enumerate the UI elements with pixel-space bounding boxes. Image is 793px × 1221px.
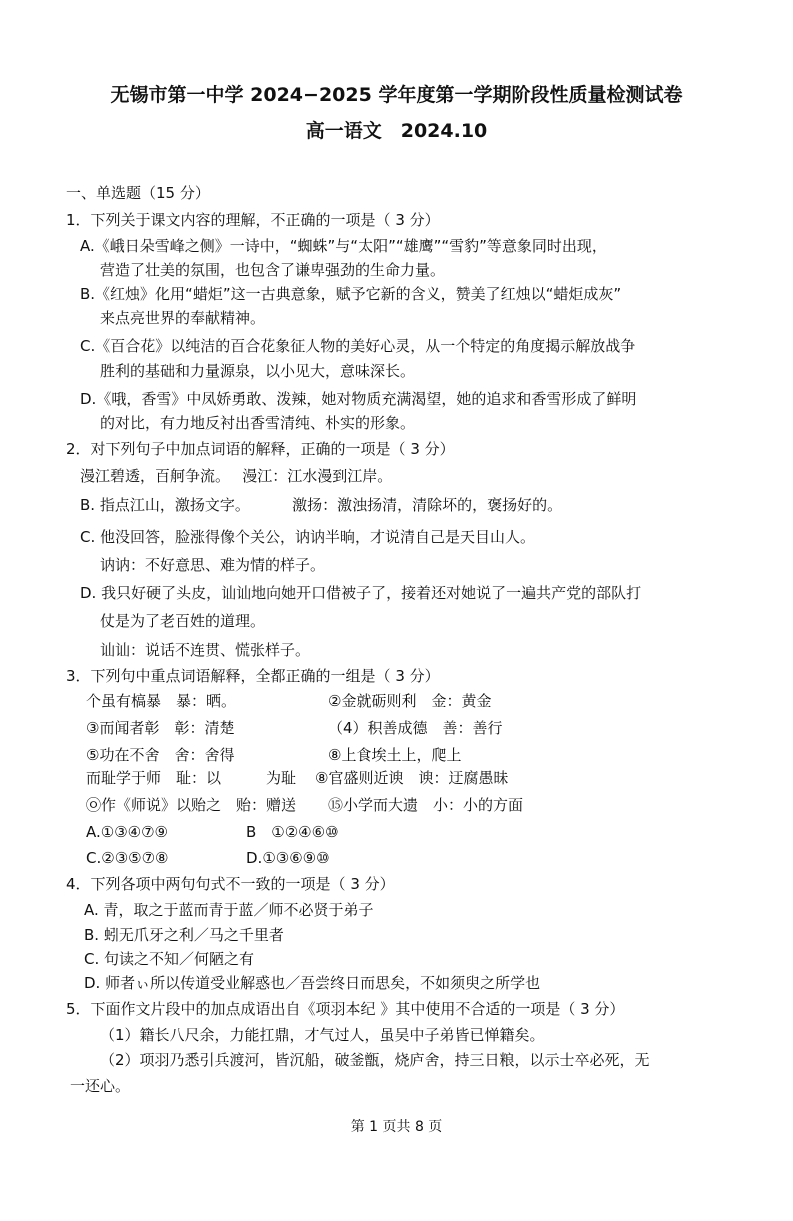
page-number: 第 1 页共 8 页 <box>350 1119 443 1135</box>
exam-title: 无锡市第一中学 2024−2025 学年度第一学期阶段性质量检测试卷 <box>110 84 683 106</box>
q1-option-d-line2: 的对比，有力地反衬出香雪清纯、朴实的形象。 <box>100 414 416 432</box>
q5-passage-2-line2: 一还心。 <box>70 1077 131 1095</box>
q1-option-c-line1: C.《百合花》以纯洁的百合花象征人物的美好心灵，从一个特定的角度揭示解放战争 <box>80 337 636 355</box>
q4-option-d: D. 师者ぃ所以传道受业解惑也／吾尝终日而思矣，不如须臾之所学也 <box>84 974 541 992</box>
q3-item-9: ㉧作《师说》以贻之 贻：赠送 <box>86 796 297 814</box>
q5-passage-1: （1）籍长八尺余，力能扛鼎，才气过人，虽吴中子弟皆已惮籍矣。 <box>100 1026 545 1044</box>
q2-option-d-line2: 仗是为了老百姓的道理。 <box>100 612 266 630</box>
q2-option-a: 漫江碧透，百舸争流。 漫江：江水漫到江岸。 <box>80 467 393 485</box>
q1-stem: 1．下列关于课文内容的理解，不正确的一项是（ 3 分） <box>66 211 440 229</box>
q3-option-c: C.②③⑤⑦⑧ <box>86 849 169 867</box>
section-heading: 一、单选题（15 分） <box>66 184 210 202</box>
q3-item-5: ⑤功在不舍 舍：舍得 <box>86 746 235 764</box>
q3-item-10: ⑮小学而大遗 小：小的方面 <box>328 796 524 814</box>
q3-item-4: （4）积善成德 善：善行 <box>328 719 503 737</box>
q4-stem: 4．下列各项中两句句式不一致的一项是（ 3 分） <box>66 875 395 893</box>
q3-item-1: 个虽有槁暴 暴：晒。 <box>86 692 237 710</box>
q2-stem: 2．对下列句子中加点词语的解释，正确的一项是（ 3 分） <box>66 440 455 458</box>
q2-option-c-line1: C. 他没回答，脸涨得像个关公，讷讷半晌，才说清自己是天目山人。 <box>80 528 536 546</box>
q3-item-6: ⑧上食埃土上，爬上 <box>328 746 462 764</box>
q1-option-c-line2: 胜利的基础和力量源泉，以小见大，意味深长。 <box>100 362 416 380</box>
q1-option-a-line2: 营造了壮美的氛围，也包含了谦卑强劲的生命力量。 <box>100 261 446 279</box>
q2-option-d-line3: 讪讪：说话不连贯、慌张样子。 <box>100 641 311 659</box>
q4-option-c: C. 句读之不知／何陋之有 <box>84 950 255 968</box>
q5-passage-2-line1: （2）项羽乃悉引兵渡河，皆沉船，破釜甑，烧庐舍，持三日粮，以示士卒必死，无 <box>100 1051 650 1069</box>
q3-stem: 3．下列句中重点词语解释，全都正确的一组是（ 3 分） <box>66 667 440 685</box>
q1-option-b-line1: B.《红烛》化用“蜡炬”这一古典意象，赋予它新的含义，赞美了红烛以“蜡炬成灰” <box>80 285 622 303</box>
q3-option-a: A.①③④⑦⑨ <box>86 823 169 841</box>
q2-option-b: B. 指点江山，激扬文字。 激扬：激浊扬清，清除坏的，褒扬好的。 <box>80 496 563 514</box>
q4-option-b: B. 蚓无爪牙之利／马之千里者 <box>84 926 284 944</box>
q3-option-d: D.①③⑥⑨⑩ <box>246 849 330 867</box>
exam-subtitle: 高一语文 2024.10 <box>305 120 488 142</box>
q3-item-3: ③而闻者彰 彰：清楚 <box>86 719 235 737</box>
q1-option-b-line2: 来点亮世界的奉献精神。 <box>100 309 266 327</box>
q3-item-8: ⑧官盛则近谀 谀：迂腐愚昧 <box>315 769 509 787</box>
q2-option-d-line1: D. 我只好硬了头皮，讪讪地向她开口借被子了，接着还对她说了一遍共产党的部队打 <box>80 584 642 602</box>
q5-stem: 5．下面作文片段中的加点成语出自《项羽本纪 》其中使用不合适的一项是（ 3 分） <box>66 1000 625 1018</box>
q3-option-b: B ①②④⑥⑩ <box>246 823 339 841</box>
q1-option-a-line1: A.《峨日朵雪峰之侧》一诗中，“蜘蛛”与“太阳”“雄鹰”“雪豹”等意象同时出现， <box>80 237 607 255</box>
q1-option-d-line1: D.《哦，香雪》中凤娇勇敢、泼辣，她对物质充满渴望，她的追求和香雪形成了鲜明 <box>80 390 637 408</box>
q2-option-c-line2: 讷讷：不好意思、难为情的样子。 <box>100 556 326 574</box>
q3-item-7: 而耻学于师 耻：以 为耻 <box>86 769 297 787</box>
q4-option-a: A. 青，取之于蓝而青于蓝／师不必贤于弟子 <box>84 901 374 919</box>
q3-item-2: ②金就砺则利 金：黄金 <box>328 692 492 710</box>
